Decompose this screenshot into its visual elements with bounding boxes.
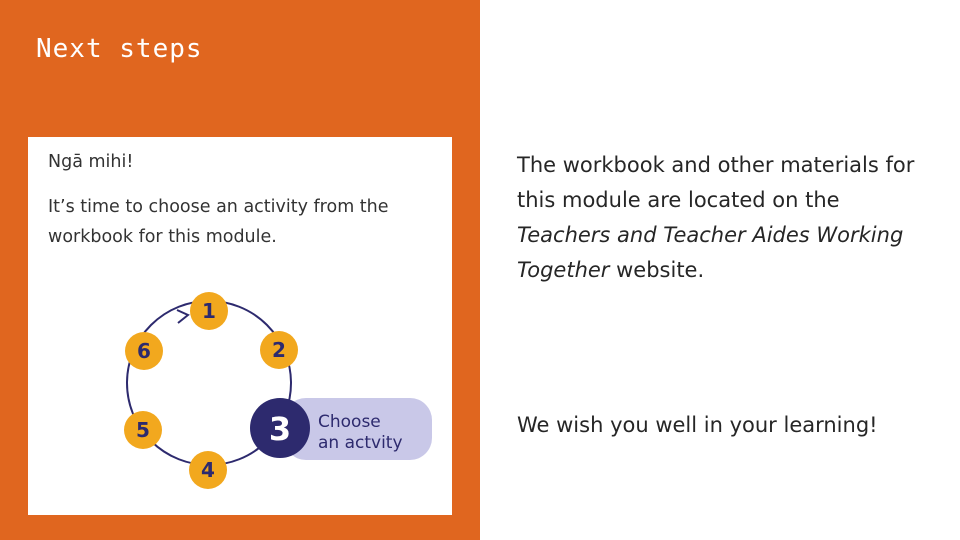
greeting-text: Ngā mihi!: [48, 152, 134, 172]
step-2-label: 2: [272, 338, 286, 362]
step-5-badge: [124, 411, 162, 449]
callout-line1: Choose: [318, 412, 381, 432]
farewell-text: We wish you well in your learning!: [517, 413, 878, 437]
materials-text-part2: website.: [609, 258, 705, 282]
step-4-badge: [189, 451, 227, 489]
step-4-label: 4: [201, 458, 215, 482]
materials-paragraph: [517, 148, 937, 288]
callout-line2: an actvity: [318, 433, 403, 453]
instructions-text: It’s time to choose an activity from the workbook for this module.: [48, 197, 389, 247]
step-1-badge: [190, 292, 228, 330]
step-2-badge: [260, 331, 298, 369]
step-1-label: 1: [202, 299, 216, 323]
step-3-badge: [250, 398, 310, 458]
step-6-badge: [125, 332, 163, 370]
step-3-label: 3: [268, 410, 292, 448]
slide-title: Next steps: [36, 34, 203, 64]
step-5-label: 5: [136, 418, 150, 442]
activity-card: [28, 137, 452, 515]
activity-cycle-diagram: [28, 137, 452, 515]
website-name: Teachers and Teacher Aides Working Together: [517, 223, 904, 282]
cycle-arrow-icon: [177, 310, 188, 323]
materials-text-part1: The workbook and other materials for this module are located on the: [517, 153, 915, 212]
step-6-label: 6: [137, 339, 151, 363]
